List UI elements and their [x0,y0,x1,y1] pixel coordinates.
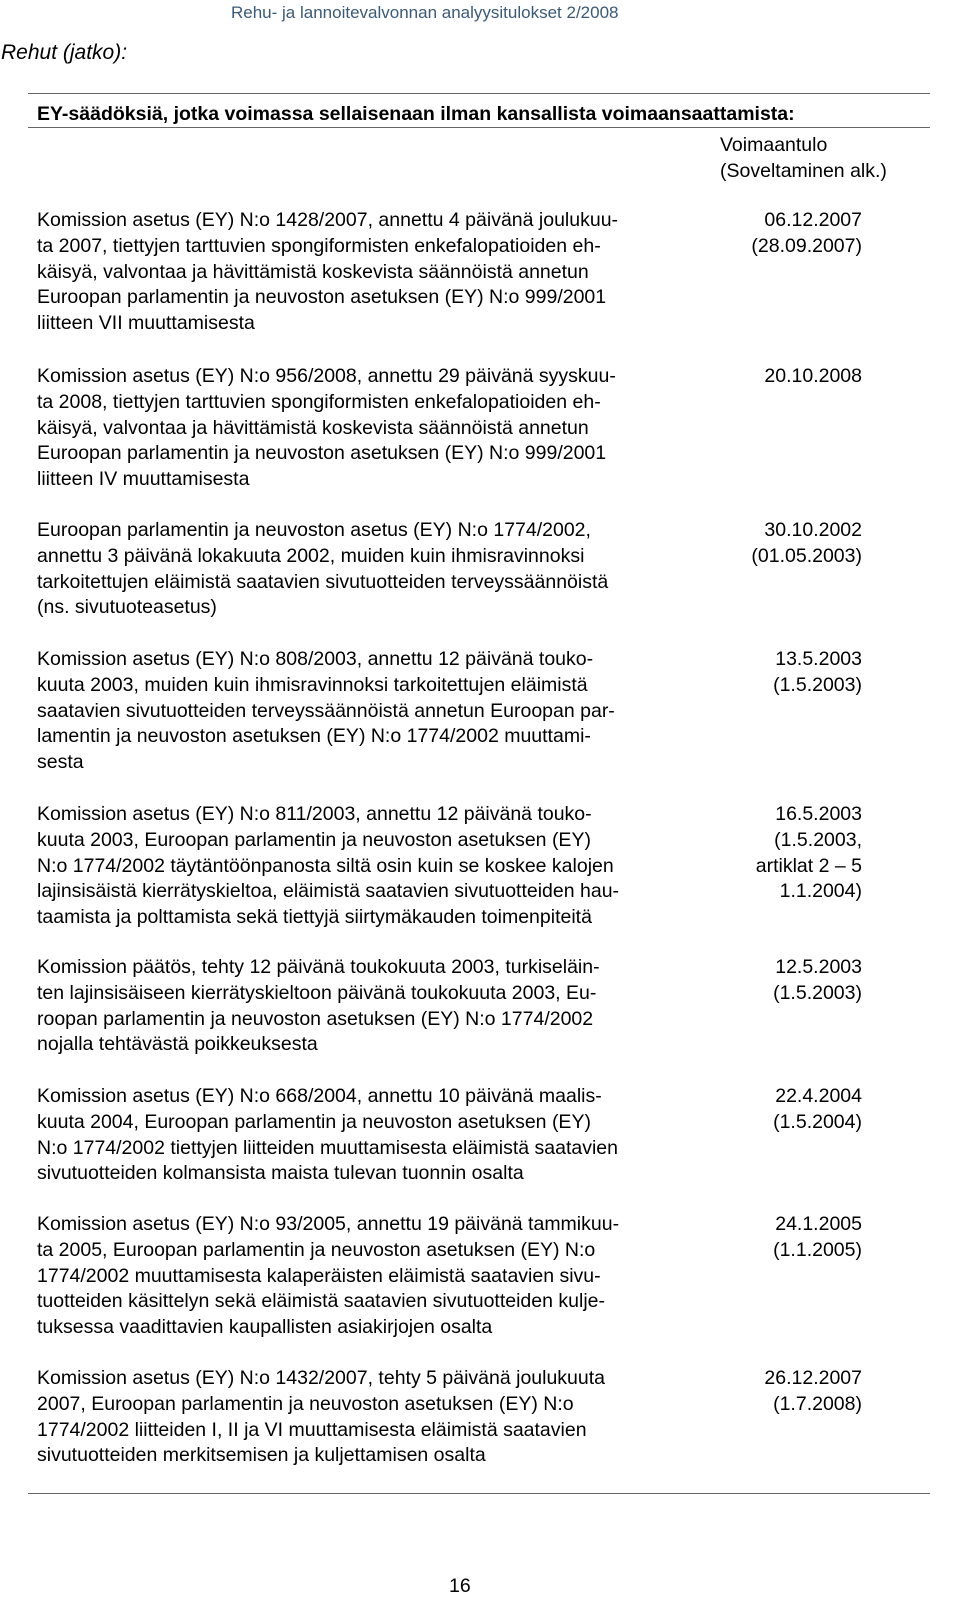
regulation-effective-date: 26.12.2007 (1.7.2008) [764,1367,862,1415]
regulation-effective-date: 30.10.2002 (01.05.2003) [751,519,862,567]
regulation-effective-date: 24.1.2005 (1.1.2005) [773,1213,862,1261]
column-header-effective-date: Voimaantulo (Soveltaminen alk.) [720,134,887,182]
regulation-description: Komission asetus (EY) N:o 1428/2007, annettu 4 päivänä joulukuu- ta 2007, tiettyjen tarttuvien spongiformisten enkefalopatioiden eh- käisyä, valvontaa ja hävittämistä koskevista säännöistä annetun Euroopan parlamentin ja neuvoston asetuksen (EY) N:o 999/2001 liitteen VII muuttamisesta [37,209,619,335]
regulation-effective-date: 12.5.2003 (1.5.2003) [773,956,862,1004]
page-number: 16 [449,1575,471,1597]
regulation-description: Komission päätös, tehty 12 päivänä toukokuuta 2003, turkiseläin- ten lajinsisäiseen kierrätyskieltoon päivänä toukokuuta 2003, Eu- roopan parlamentin ja neuvoston asetuksen (EY) N:o 1774/2002 nojalla tehtävästä poikkeuksesta [37,956,600,1056]
page-header-right-title: Rehu- ja lannoitevalvonnan analyysitulokset 2/2008 [231,3,619,22]
regulation-effective-date: 20.10.2008 [764,365,862,387]
regulation-effective-date: 22.4.2004 (1.5.2004) [773,1085,862,1133]
regulation-description: Komission asetus (EY) N:o 811/2003, annettu 12 päivänä touko- kuuta 2003, Euroopan parlamentin ja neuvoston asetuksen (EY) N:o 1774/2002 täytäntöönpanosta siltä osin kuin se koskee kalojen lajinsisäistä kierrätyskieltoa, eläimistä saatavien sivutuotteiden hau- taamista ja polttamista sekä tiettyjä siirtymäkauden toimenpiteitä [37,803,620,929]
section-title-divider [28,127,930,128]
regulation-description: Komission asetus (EY) N:o 1432/2007, tehty 5 päivänä joulukuuta 2007, Euroopan parlamentin ja neuvoston asetuksen (EY) N:o 1774/2002 liitteiden I, II ja VI muuttamisesta eläimistä saatavien sivutuotteiden merkitsemisen ja kuljettamisen osalta [37,1367,606,1467]
regulation-effective-date: 06.12.2007 (28.09.2007) [751,209,862,257]
section-title: EY-säädöksiä, jotka voimassa sellaisenaan ilman kansallista voimaansaattamista: [37,103,795,125]
page-footer-divider [28,1493,930,1494]
regulation-description: Komission asetus (EY) N:o 668/2004, annettu 10 päivänä maalis- kuuta 2004, Euroopan parlamentin ja neuvoston asetuksen (EY) N:o 1774/2002 tiettyjen liitteiden muuttamisesta eläimistä saatavien sivutuotteiden kolmansista maista tulevan tuonnin osalta [37,1085,618,1185]
regulation-description: Komission asetus (EY) N:o 808/2003, annettu 12 päivänä touko- kuuta 2003, muiden kuin ihmisravinnoksi tarkoitettujen eläimistä saatavien sivutuotteiden terveyssäännöistä annetun Euroopan par- lamentin ja neuvoston asetuksen (EY) N:o 1774/2002 muuttami- sesta [37,648,615,774]
section-top-divider [28,93,930,94]
regulation-effective-date: 16.5.2003 (1.5.2003, artiklat 2 – 5 1.1.2004) [755,803,862,903]
regulation-description: Komission asetus (EY) N:o 93/2005, annettu 19 päivänä tammikuu- ta 2005, Euroopan parlamentin ja neuvoston asetuksen (EY) N:o 1774/2002 muuttamisesta kalaperäisten eläimistä saatavien sivu- tuotteiden käsittelyn sekä eläimistä saatavien sivutuotteiden kulje- tuksessa vaadittavien kaupallisten asiakirjojen osalta [37,1213,620,1339]
regulation-description: Komission asetus (EY) N:o 956/2008, annettu 29 päivänä syyskuu- ta 2008, tiettyjen tarttuvien spongiformisten enkefalopatioiden eh- käisyä, valvontaa ja hävittämistä koskevista säännöistä annetun Euroopan parlamentin ja neuvoston asetuksen (EY) N:o 999/2001 liitteen IV muuttamisesta [37,365,616,491]
page-header-left-title: Rehut (jatko): [1,41,128,64]
regulation-effective-date: 13.5.2003 (1.5.2003) [773,648,862,696]
regulation-description: Euroopan parlamentin ja neuvoston asetus (EY) N:o 1774/2002, annettu 3 päivänä lokakuuta 2002, muiden kuin ihmisravinnoksi tarkoitettujen eläimistä saatavien sivutuotteiden terveyssäännöistä (ns. sivutuoteasetus) [37,519,609,619]
